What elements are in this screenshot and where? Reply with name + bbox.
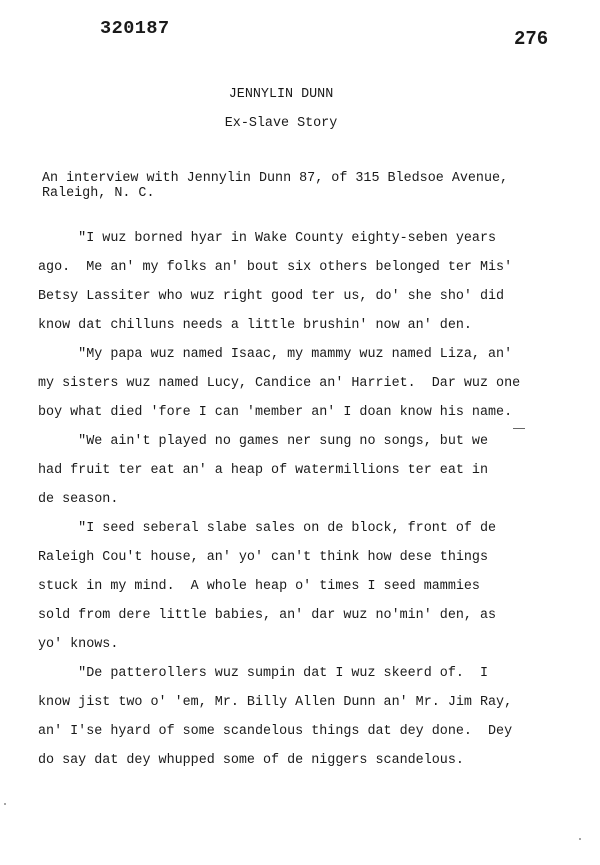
- body-line: do say dat dey whupped some of de niggers scandelous.: [38, 753, 464, 768]
- body-line: an' I'se hyard of some scandelous things dat dey done. Dey: [38, 724, 513, 739]
- document-title: JENNYLIN DUNN: [228, 87, 334, 102]
- body-line: boy what died 'fore I can 'member an' I doan know his name.: [38, 405, 513, 420]
- body-line: yo' knows.: [38, 637, 119, 652]
- margin-mark: [513, 428, 525, 429]
- intro-line: An interview with Jennylin Dunn 87, of 315 Bledsoe Avenue,: [42, 171, 509, 186]
- scan-speck: [4, 803, 6, 805]
- body-line: "My papa wuz named Isaac, my mammy wuz named Liza, an': [38, 347, 513, 362]
- body-line: "We ain't played no games ner sung no songs, but we: [38, 434, 488, 449]
- body-line: "I seed seberal slabe sales on de block, front of de: [38, 521, 497, 536]
- body-line: stuck in my mind. A whole heap o' times I seed mammies: [38, 579, 480, 594]
- body-line: "I wuz borned hyar in Wake County eighty-seben years: [38, 231, 497, 246]
- serial-number: 320187: [100, 18, 170, 39]
- intro-line: Raleigh, N. C.: [42, 186, 155, 201]
- body-line: Betsy Lassiter who wuz right good ter us, do' she sho' did: [38, 289, 505, 304]
- body-line: de season.: [38, 492, 119, 507]
- document-subtitle: Ex-Slave Story: [224, 116, 338, 131]
- scan-speck: [579, 838, 581, 840]
- body-line: Raleigh Cou't house, an' yo' can't think how dese things: [38, 550, 488, 565]
- body-line: know dat chilluns needs a little brushin' now an' den.: [38, 318, 472, 333]
- body-line: know jist two o' 'em, Mr. Billy Allen Dunn an' Mr. Jim Ray,: [38, 695, 513, 710]
- page-number: 276: [514, 28, 549, 50]
- intro-paragraph: [42, 171, 508, 201]
- body-line: sold from dere little babies, an' dar wuz no'min' den, as: [38, 608, 497, 623]
- body-line: my sisters wuz named Lucy, Candice an' Harriet. Dar wuz one: [38, 376, 521, 391]
- body-line: had fruit ter eat an' a heap of watermillions ter eat in: [38, 463, 488, 478]
- body-line: ago. Me an' my folks an' bout six others belonged ter Mis': [38, 260, 513, 275]
- body-line: "De patterollers wuz sumpin dat I wuz skeerd of. I: [38, 666, 488, 681]
